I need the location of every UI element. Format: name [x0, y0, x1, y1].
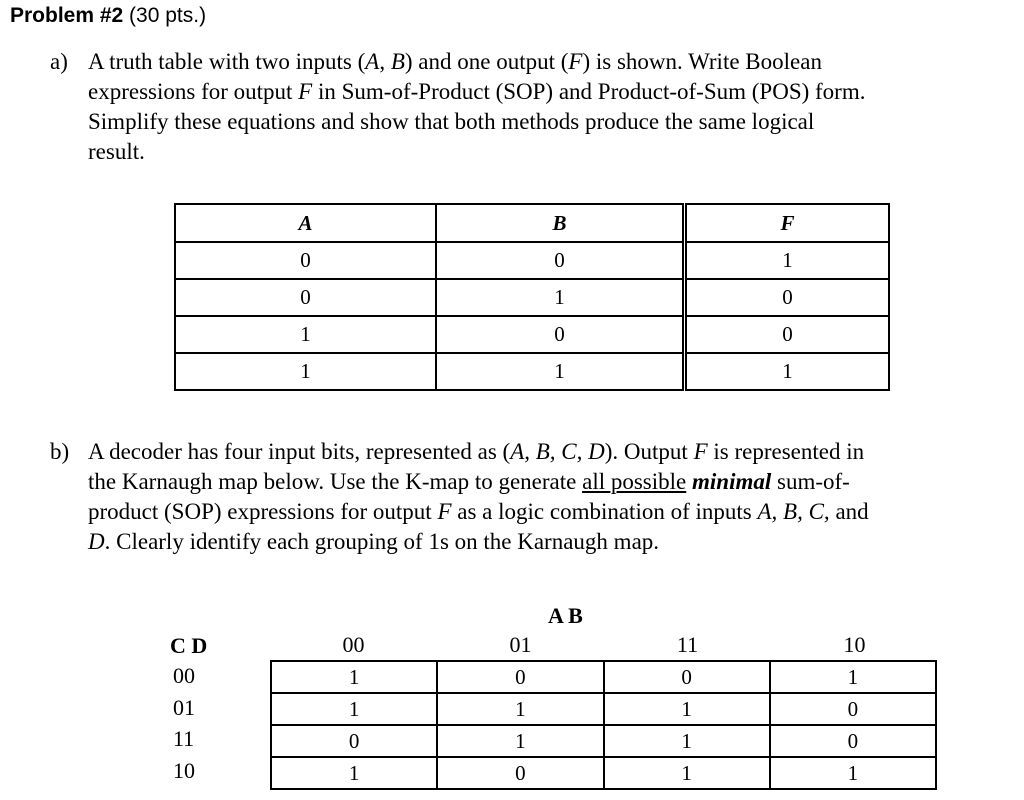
kmap-col-variable: A B	[548, 603, 583, 628]
text-line	[88, 107, 865, 137]
kmap-cell: 1	[604, 693, 770, 725]
text-segment: F	[298, 79, 313, 104]
header-f: F	[685, 204, 890, 242]
text-segment: in Sum-of-Product (SOP) and Product-of-Sum (POS) form.	[312, 79, 866, 104]
text-line	[88, 467, 869, 497]
text-segment: F	[568, 49, 583, 74]
part-b-label: b)	[50, 439, 70, 464]
text-segment: sum-of-	[771, 469, 850, 494]
kmap-cell: 1	[437, 693, 603, 725]
text-segment: A	[365, 49, 380, 74]
text-line	[88, 47, 865, 77]
truth-table-header	[175, 204, 889, 242]
text-segment: F	[437, 499, 452, 524]
text-segment: B	[390, 49, 405, 74]
kmap-cell: 1	[271, 693, 437, 725]
text-segment: A truth table with two inputs (	[88, 49, 366, 74]
table-cell: 0	[175, 242, 436, 279]
part-a-text	[88, 47, 865, 167]
text-segment: F	[693, 439, 708, 464]
kmap-cell: 0	[770, 693, 936, 725]
text-line	[88, 527, 869, 557]
kmap-row	[271, 725, 936, 757]
text-line	[88, 437, 869, 467]
kmap-row-label: 00	[173, 663, 195, 688]
kmap-row-variable: C D	[170, 633, 208, 658]
kmap-cell: 0	[604, 661, 770, 693]
text-segment: Simplify these equations and show that both methods produce the same logical	[88, 109, 815, 134]
table-row	[175, 242, 889, 279]
text-segment: the Karnaugh map below. Use the K-map to generate	[88, 469, 583, 494]
text-segment: D	[88, 529, 105, 554]
table-cell: 0	[685, 316, 890, 353]
text-segment: expressions for output	[88, 79, 299, 104]
table-cell: 1	[685, 353, 890, 390]
header-a: A	[175, 204, 436, 242]
kmap-cell: 0	[271, 725, 437, 757]
kmap-cell: 1	[271, 661, 437, 693]
kmap-row-label: 10	[173, 757, 195, 783]
text-segment: result.	[88, 139, 145, 164]
kmap-cell: 1	[271, 757, 437, 789]
kmap-row	[271, 693, 936, 725]
text-segment: ,	[379, 49, 391, 74]
table-cell: 0	[436, 316, 685, 353]
kmap-cell: 0	[437, 757, 603, 789]
problem-number: Problem #2	[10, 4, 124, 27]
text-line	[88, 137, 865, 167]
table-row	[175, 316, 889, 353]
text-segment: and	[829, 499, 869, 524]
text-segment: ) and one output (	[404, 49, 569, 74]
text-segment: is represented in	[707, 439, 865, 464]
kmap-row	[271, 757, 936, 789]
part-a-label: a)	[50, 49, 68, 74]
text-segment: A decoder has four input bits, represented as (	[88, 439, 511, 464]
kmap-col-label: 11	[676, 632, 699, 657]
karnaugh-map	[270, 660, 937, 790]
text-line	[88, 77, 865, 107]
kmap-row	[271, 661, 936, 693]
table-row	[175, 279, 889, 316]
kmap-row-label: 11	[173, 726, 195, 751]
text-segment: product (SOP) expressions for output	[88, 499, 438, 524]
kmap-cell: 0	[770, 725, 936, 757]
table-cell: 0	[175, 279, 436, 316]
problem-points: (30 pts.)	[123, 4, 207, 27]
text-segment: . Clearly identify each grouping of 1s on the Karnaugh map.	[104, 529, 660, 554]
table-cell: 1	[436, 279, 685, 316]
text-segment: A, B, C,	[757, 499, 830, 524]
truth-table	[174, 203, 890, 391]
table-cell: 1	[175, 353, 436, 390]
kmap-cell: 1	[604, 757, 770, 789]
table-cell: 0	[436, 242, 685, 279]
kmap-cell: 0	[437, 661, 603, 693]
text-segment: A, B, C, D	[510, 439, 605, 464]
text-segment: all possible	[582, 469, 687, 494]
table-row	[175, 353, 889, 390]
table-cell: 1	[685, 242, 890, 279]
table-cell: 1	[436, 353, 685, 390]
header-b: B	[436, 204, 685, 242]
table-cell: 0	[685, 279, 890, 316]
text-segment: minimal	[692, 469, 772, 494]
kmap-row-label: 01	[173, 694, 195, 720]
kmap-cell: 1	[604, 725, 770, 757]
table-cell: 1	[175, 316, 436, 353]
kmap-col-label: 01	[509, 632, 532, 657]
problem-title	[10, 4, 206, 28]
text-segment: ). Output	[604, 439, 694, 464]
kmap-col-label: 00	[342, 632, 365, 657]
kmap-cell: 1	[770, 757, 936, 789]
text-segment: as a logic combination of inputs	[451, 499, 758, 524]
part-b-text	[88, 437, 869, 557]
kmap-cell: 1	[437, 725, 603, 757]
text-line	[88, 497, 869, 527]
kmap-col-label: 10	[843, 632, 866, 657]
kmap-cell: 1	[770, 661, 936, 693]
text-segment: ) is shown. Write Boolean	[582, 49, 822, 74]
